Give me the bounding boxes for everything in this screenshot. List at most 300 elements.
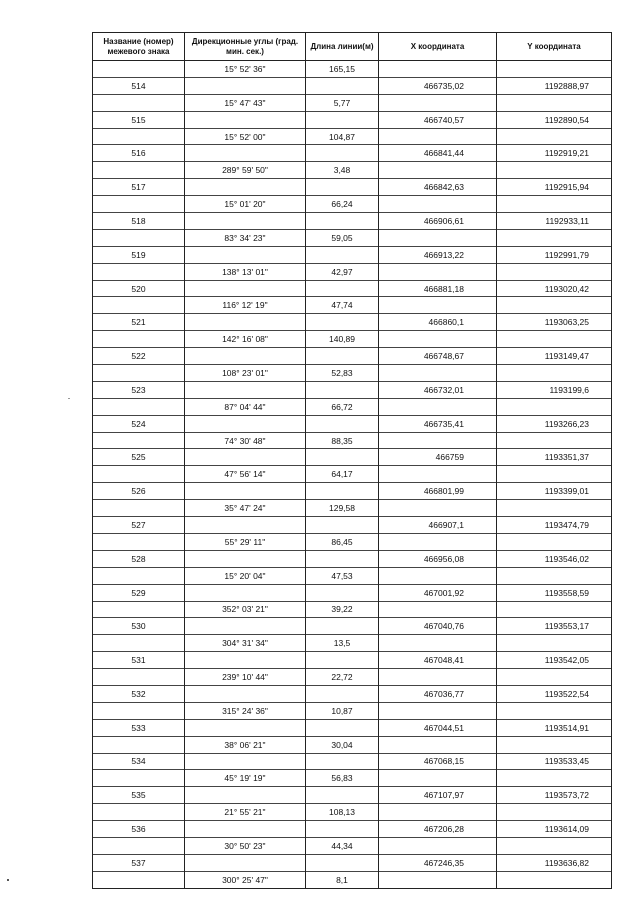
empty-cell xyxy=(93,635,185,652)
empty-cell xyxy=(185,111,306,128)
header-name: Название (номер) межевого знака xyxy=(93,33,185,61)
y-coordinate: 1193149,47 xyxy=(497,348,612,365)
empty-cell xyxy=(379,398,497,415)
empty-cell xyxy=(93,837,185,854)
line-length: 108,13 xyxy=(306,804,379,821)
line-length: 88,35 xyxy=(306,432,379,449)
empty-cell xyxy=(185,483,306,500)
segment-row xyxy=(93,533,612,550)
x-coordinate: 466759 xyxy=(379,449,497,466)
line-length: 64,17 xyxy=(306,466,379,483)
segment-row xyxy=(93,398,612,415)
x-coordinate: 466956,08 xyxy=(379,550,497,567)
empty-cell xyxy=(306,314,379,331)
empty-cell xyxy=(306,821,379,838)
y-coordinate: 1192919,21 xyxy=(497,145,612,162)
x-coordinate: 467040,76 xyxy=(379,618,497,635)
segment-row xyxy=(93,770,612,787)
empty-cell xyxy=(497,128,612,145)
empty-cell xyxy=(306,381,379,398)
empty-cell xyxy=(93,601,185,618)
empty-cell xyxy=(379,702,497,719)
point-row xyxy=(93,618,612,635)
direction-angle: 30° 50' 23" xyxy=(185,837,306,854)
empty-cell xyxy=(497,229,612,246)
y-coordinate: 1193546,02 xyxy=(497,550,612,567)
segment-row xyxy=(93,567,612,584)
point-name: 529 xyxy=(93,584,185,601)
empty-cell xyxy=(185,854,306,871)
point-row xyxy=(93,348,612,365)
line-length: 66,24 xyxy=(306,196,379,213)
line-length: 5,77 xyxy=(306,94,379,111)
empty-cell xyxy=(379,94,497,111)
point-name: 537 xyxy=(93,854,185,871)
empty-cell xyxy=(306,213,379,230)
point-name: 520 xyxy=(93,280,185,297)
empty-cell xyxy=(93,500,185,517)
point-name: 525 xyxy=(93,449,185,466)
x-coordinate: 466906,61 xyxy=(379,213,497,230)
empty-cell xyxy=(185,719,306,736)
empty-cell xyxy=(93,94,185,111)
point-row xyxy=(93,719,612,736)
line-length: 104,87 xyxy=(306,128,379,145)
x-coordinate: 466860,1 xyxy=(379,314,497,331)
empty-cell xyxy=(379,567,497,584)
y-coordinate: 1193553,17 xyxy=(497,618,612,635)
x-coordinate: 466740,57 xyxy=(379,111,497,128)
y-coordinate: 1192890,54 xyxy=(497,111,612,128)
y-coordinate: 1193542,05 xyxy=(497,652,612,669)
line-length: 3,48 xyxy=(306,162,379,179)
y-coordinate: 1193063,25 xyxy=(497,314,612,331)
x-coordinate: 467036,77 xyxy=(379,685,497,702)
point-row xyxy=(93,685,612,702)
empty-cell xyxy=(379,770,497,787)
empty-cell xyxy=(306,145,379,162)
empty-cell xyxy=(93,702,185,719)
direction-angle: 352° 03' 21" xyxy=(185,601,306,618)
point-name: 519 xyxy=(93,246,185,263)
empty-cell xyxy=(379,804,497,821)
empty-cell xyxy=(93,263,185,280)
empty-cell xyxy=(306,280,379,297)
segment-row xyxy=(93,162,612,179)
x-coordinate: 467107,97 xyxy=(379,787,497,804)
x-coordinate: 466732,01 xyxy=(379,381,497,398)
y-coordinate: 1193573,72 xyxy=(497,787,612,804)
x-coordinate: 467048,41 xyxy=(379,652,497,669)
empty-cell xyxy=(379,432,497,449)
boundary-coordinates-table xyxy=(92,32,612,889)
empty-cell xyxy=(497,567,612,584)
point-row xyxy=(93,145,612,162)
empty-cell xyxy=(93,196,185,213)
empty-cell xyxy=(379,162,497,179)
line-length: 86,45 xyxy=(306,533,379,550)
empty-cell xyxy=(497,770,612,787)
direction-angle: 15° 01' 20" xyxy=(185,196,306,213)
empty-cell xyxy=(185,821,306,838)
line-length: 66,72 xyxy=(306,398,379,415)
empty-cell xyxy=(185,145,306,162)
empty-cell xyxy=(379,128,497,145)
empty-cell xyxy=(306,348,379,365)
header-angle: Дирекционные углы (град. мин. сек.) xyxy=(185,33,306,61)
point-row xyxy=(93,449,612,466)
empty-cell xyxy=(379,871,497,888)
empty-cell xyxy=(93,297,185,314)
empty-cell xyxy=(379,736,497,753)
x-coordinate: 466841,44 xyxy=(379,145,497,162)
point-name: 535 xyxy=(93,787,185,804)
segment-row xyxy=(93,736,612,753)
point-name: 526 xyxy=(93,483,185,500)
segment-row xyxy=(93,669,612,686)
direction-angle: 55° 29' 11" xyxy=(185,533,306,550)
point-name: 527 xyxy=(93,517,185,534)
y-coordinate: 1193351,37 xyxy=(497,449,612,466)
direction-angle: 35° 47' 24" xyxy=(185,500,306,517)
empty-cell xyxy=(185,246,306,263)
line-length: 8,1 xyxy=(306,871,379,888)
table-header-row xyxy=(93,33,612,61)
point-name: 518 xyxy=(93,213,185,230)
point-row xyxy=(93,111,612,128)
point-name: 515 xyxy=(93,111,185,128)
empty-cell xyxy=(497,635,612,652)
empty-cell xyxy=(306,415,379,432)
empty-cell xyxy=(379,500,497,517)
direction-angle: 15° 52' 00" xyxy=(185,128,306,145)
segment-row xyxy=(93,635,612,652)
empty-cell xyxy=(497,61,612,78)
empty-cell xyxy=(93,432,185,449)
line-length: 42,97 xyxy=(306,263,379,280)
y-coordinate: 1193474,79 xyxy=(497,517,612,534)
direction-angle: 289° 59' 50" xyxy=(185,162,306,179)
segment-row xyxy=(93,500,612,517)
x-coordinate: 466735,02 xyxy=(379,77,497,94)
empty-cell xyxy=(93,229,185,246)
empty-cell xyxy=(306,787,379,804)
scan-speck xyxy=(7,879,9,881)
point-name: 536 xyxy=(93,821,185,838)
direction-angle: 45° 19' 19" xyxy=(185,770,306,787)
empty-cell xyxy=(497,331,612,348)
header-length: Длина линии(м) xyxy=(306,33,379,61)
point-row xyxy=(93,753,612,770)
empty-cell xyxy=(185,348,306,365)
point-row xyxy=(93,213,612,230)
direction-angle: 15° 20' 04" xyxy=(185,567,306,584)
line-length: 47,74 xyxy=(306,297,379,314)
direction-angle: 38° 06' 21" xyxy=(185,736,306,753)
empty-cell xyxy=(185,381,306,398)
y-coordinate: 1193558,59 xyxy=(497,584,612,601)
point-row xyxy=(93,584,612,601)
empty-cell xyxy=(497,533,612,550)
point-name: 517 xyxy=(93,179,185,196)
direction-angle: 315° 24' 36" xyxy=(185,702,306,719)
empty-cell xyxy=(379,263,497,280)
direction-angle: 239° 10' 44" xyxy=(185,669,306,686)
direction-angle: 15° 52' 36" xyxy=(185,61,306,78)
point-name: 514 xyxy=(93,77,185,94)
empty-cell xyxy=(497,297,612,314)
empty-cell xyxy=(497,263,612,280)
y-coordinate: 1193266,23 xyxy=(497,415,612,432)
point-row xyxy=(93,415,612,432)
empty-cell xyxy=(306,584,379,601)
empty-cell xyxy=(497,365,612,382)
empty-cell xyxy=(497,601,612,618)
empty-cell xyxy=(93,567,185,584)
empty-cell xyxy=(185,179,306,196)
y-coordinate: 1193533,45 xyxy=(497,753,612,770)
empty-cell xyxy=(185,753,306,770)
empty-cell xyxy=(306,483,379,500)
empty-cell xyxy=(379,466,497,483)
y-coordinate: 1193636,82 xyxy=(497,854,612,871)
y-coordinate: 1192933,11 xyxy=(497,213,612,230)
empty-cell xyxy=(379,635,497,652)
scan-speck xyxy=(68,398,70,399)
point-row xyxy=(93,280,612,297)
point-name: 533 xyxy=(93,719,185,736)
empty-cell xyxy=(497,500,612,517)
point-name: 522 xyxy=(93,348,185,365)
point-name: 534 xyxy=(93,753,185,770)
line-length: 129,58 xyxy=(306,500,379,517)
empty-cell xyxy=(93,770,185,787)
line-length: 22,72 xyxy=(306,669,379,686)
x-coordinate: 466913,22 xyxy=(379,246,497,263)
empty-cell xyxy=(185,517,306,534)
y-coordinate: 1193399,01 xyxy=(497,483,612,500)
direction-angle: 15° 47' 43" xyxy=(185,94,306,111)
segment-row xyxy=(93,601,612,618)
segment-row xyxy=(93,837,612,854)
x-coordinate: 467044,51 xyxy=(379,719,497,736)
empty-cell xyxy=(306,246,379,263)
segment-row xyxy=(93,196,612,213)
x-coordinate: 466748,67 xyxy=(379,348,497,365)
segment-row xyxy=(93,263,612,280)
point-row xyxy=(93,787,612,804)
point-name: 516 xyxy=(93,145,185,162)
empty-cell xyxy=(306,719,379,736)
empty-cell xyxy=(93,162,185,179)
empty-cell xyxy=(306,517,379,534)
empty-cell xyxy=(306,685,379,702)
segment-row xyxy=(93,702,612,719)
direction-angle: 83° 34' 23" xyxy=(185,229,306,246)
empty-cell xyxy=(185,449,306,466)
x-coordinate: 467001,92 xyxy=(379,584,497,601)
direction-angle: 300° 25' 47" xyxy=(185,871,306,888)
x-coordinate: 466842,63 xyxy=(379,179,497,196)
empty-cell xyxy=(497,162,612,179)
segment-row xyxy=(93,804,612,821)
empty-cell xyxy=(185,77,306,94)
point-row xyxy=(93,854,612,871)
x-coordinate: 467206,28 xyxy=(379,821,497,838)
point-row xyxy=(93,179,612,196)
empty-cell xyxy=(185,213,306,230)
direction-angle: 138° 13' 01" xyxy=(185,263,306,280)
direction-angle: 304° 31' 34" xyxy=(185,635,306,652)
empty-cell xyxy=(93,365,185,382)
segment-row xyxy=(93,297,612,314)
empty-cell xyxy=(497,196,612,213)
direction-angle: 47° 56' 14" xyxy=(185,466,306,483)
empty-cell xyxy=(306,179,379,196)
empty-cell xyxy=(93,331,185,348)
y-coordinate: 1193522,54 xyxy=(497,685,612,702)
point-row xyxy=(93,652,612,669)
empty-cell xyxy=(379,837,497,854)
empty-cell xyxy=(306,111,379,128)
point-row xyxy=(93,517,612,534)
y-coordinate: 1192888,97 xyxy=(497,77,612,94)
empty-cell xyxy=(497,804,612,821)
line-length: 44,34 xyxy=(306,837,379,854)
point-row xyxy=(93,483,612,500)
empty-cell xyxy=(306,753,379,770)
empty-cell xyxy=(306,449,379,466)
empty-cell xyxy=(379,61,497,78)
segment-row xyxy=(93,229,612,246)
point-name: 524 xyxy=(93,415,185,432)
segment-row xyxy=(93,331,612,348)
empty-cell xyxy=(185,314,306,331)
segment-row xyxy=(93,466,612,483)
empty-cell xyxy=(93,669,185,686)
y-coordinate: 1192991,79 xyxy=(497,246,612,263)
x-coordinate: 466907,1 xyxy=(379,517,497,534)
point-row xyxy=(93,77,612,94)
y-coordinate: 1193020,42 xyxy=(497,280,612,297)
point-name: 530 xyxy=(93,618,185,635)
point-row xyxy=(93,246,612,263)
direction-angle: 142° 16' 08" xyxy=(185,331,306,348)
line-length: 10,87 xyxy=(306,702,379,719)
x-coordinate: 466801,99 xyxy=(379,483,497,500)
empty-cell xyxy=(306,652,379,669)
empty-cell xyxy=(185,685,306,702)
header-y: Y координата xyxy=(497,33,612,61)
direction-angle: 87° 04' 44" xyxy=(185,398,306,415)
empty-cell xyxy=(93,398,185,415)
direction-angle: 21° 55' 21" xyxy=(185,804,306,821)
line-length: 59,05 xyxy=(306,229,379,246)
empty-cell xyxy=(497,736,612,753)
empty-cell xyxy=(185,280,306,297)
empty-cell xyxy=(185,415,306,432)
point-name: 521 xyxy=(93,314,185,331)
empty-cell xyxy=(497,837,612,854)
empty-cell xyxy=(497,432,612,449)
line-length: 30,04 xyxy=(306,736,379,753)
point-row xyxy=(93,381,612,398)
empty-cell xyxy=(379,365,497,382)
x-coordinate: 466881,18 xyxy=(379,280,497,297)
empty-cell xyxy=(306,77,379,94)
direction-angle: 108° 23' 01" xyxy=(185,365,306,382)
direction-angle: 116° 12' 19" xyxy=(185,297,306,314)
point-name: 523 xyxy=(93,381,185,398)
point-row xyxy=(93,314,612,331)
point-row xyxy=(93,550,612,567)
empty-cell xyxy=(93,804,185,821)
segment-row xyxy=(93,61,612,78)
point-name: 532 xyxy=(93,685,185,702)
x-coordinate: 467246,35 xyxy=(379,854,497,871)
point-name: 528 xyxy=(93,550,185,567)
point-row xyxy=(93,821,612,838)
line-length: 56,83 xyxy=(306,770,379,787)
line-length: 39,22 xyxy=(306,601,379,618)
line-length: 47,53 xyxy=(306,567,379,584)
x-coordinate: 466735,41 xyxy=(379,415,497,432)
y-coordinate: 1193614,09 xyxy=(497,821,612,838)
empty-cell xyxy=(93,128,185,145)
table-body xyxy=(93,61,612,889)
empty-cell xyxy=(379,601,497,618)
segment-row xyxy=(93,432,612,449)
segment-row xyxy=(93,365,612,382)
empty-cell xyxy=(497,702,612,719)
empty-cell xyxy=(379,331,497,348)
y-coordinate: 1193199,6 xyxy=(497,381,612,398)
line-length: 165,15 xyxy=(306,61,379,78)
empty-cell xyxy=(185,652,306,669)
line-length: 52,83 xyxy=(306,365,379,382)
empty-cell xyxy=(497,466,612,483)
empty-cell xyxy=(497,94,612,111)
empty-cell xyxy=(185,584,306,601)
point-name: 531 xyxy=(93,652,185,669)
empty-cell xyxy=(93,533,185,550)
empty-cell xyxy=(497,871,612,888)
empty-cell xyxy=(379,533,497,550)
empty-cell xyxy=(379,196,497,213)
header-x: X координата xyxy=(379,33,497,61)
empty-cell xyxy=(93,871,185,888)
empty-cell xyxy=(497,669,612,686)
y-coordinate: 1192915,94 xyxy=(497,179,612,196)
empty-cell xyxy=(306,618,379,635)
empty-cell xyxy=(185,618,306,635)
line-length: 13,5 xyxy=(306,635,379,652)
empty-cell xyxy=(185,550,306,567)
empty-cell xyxy=(379,229,497,246)
empty-cell xyxy=(93,61,185,78)
line-length: 140,89 xyxy=(306,331,379,348)
direction-angle: 74° 30' 48" xyxy=(185,432,306,449)
segment-row xyxy=(93,871,612,888)
empty-cell xyxy=(379,669,497,686)
empty-cell xyxy=(185,787,306,804)
empty-cell xyxy=(93,466,185,483)
empty-cell xyxy=(93,736,185,753)
empty-cell xyxy=(306,854,379,871)
segment-row xyxy=(93,94,612,111)
empty-cell xyxy=(497,398,612,415)
empty-cell xyxy=(379,297,497,314)
